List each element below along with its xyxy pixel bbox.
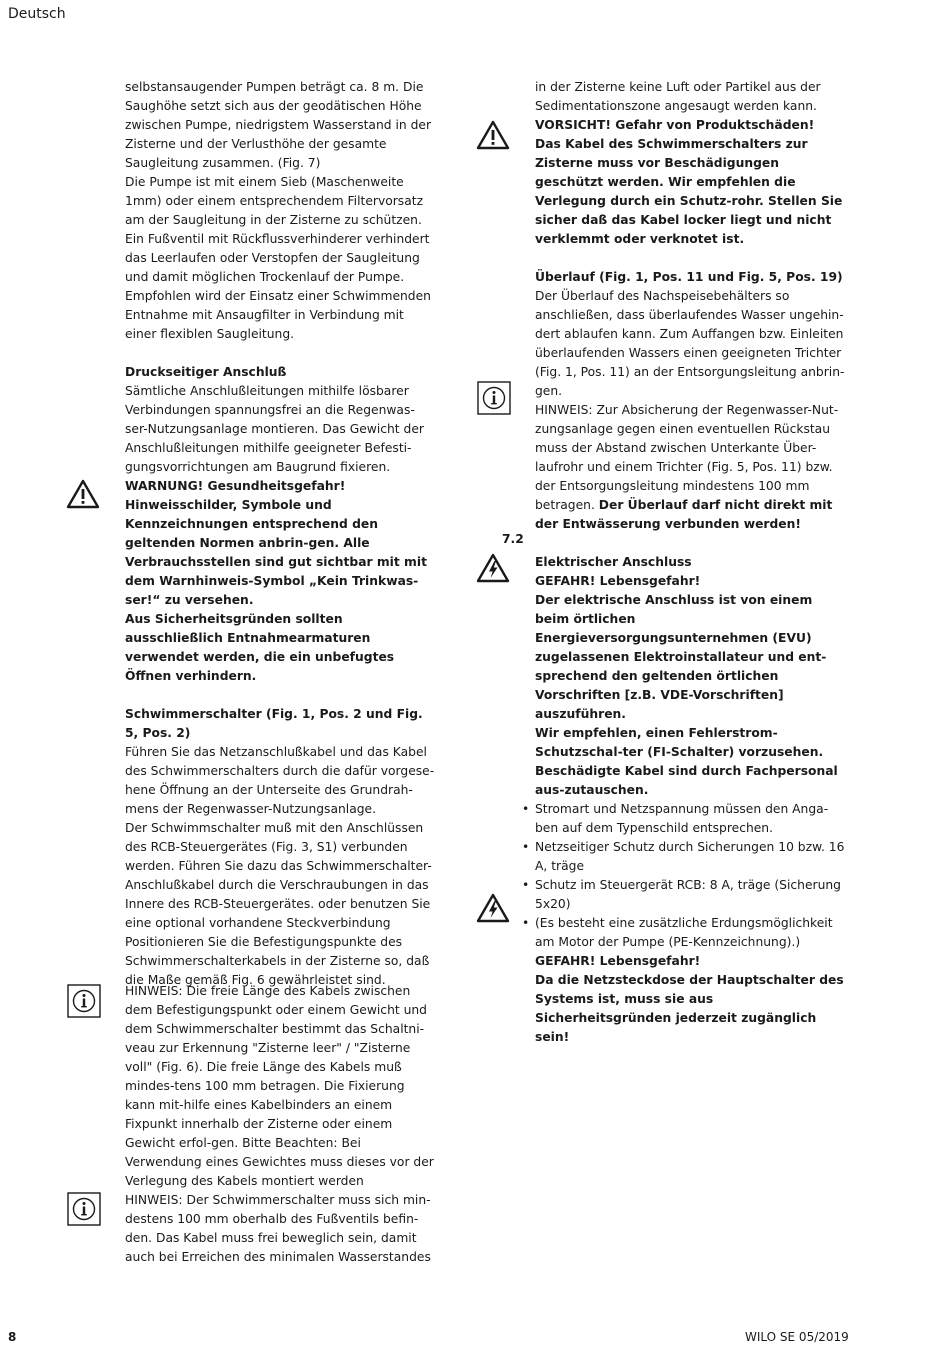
list-item-text: Netzseitiger Schutz durch Sicherungen 10 bzw. 16 A, träge (535, 840, 845, 873)
overflow-heading: Überlauf (Fig. 1, Pos. 11 und Fig. 5, Pos. 19) (535, 270, 843, 284)
info-icon (477, 381, 511, 415)
info-icon (67, 1192, 101, 1226)
caution-title: VORSICHT! Gefahr von Produktschäden! (535, 118, 815, 132)
list-item-text: Schutz im Steuergerät RCB: 8 A, träge (Sicherung 5x20) (535, 878, 841, 911)
electrical-hazard-icon (476, 553, 510, 583)
language-label: Deutsch (8, 6, 66, 22)
intro-paragraph: selbstansaugender Pumpen beträgt ca. 8 m. Die Saughöhe setzt sich aus der geodätischen Höhe zwischen Pumpe, niedrigstem Wasserstand in der Zisterne und der Verlusthöhe der gesamte Saugleitung zusammen. (Fig. 7) (125, 80, 432, 170)
electrical-hazard-icon (476, 893, 510, 923)
float-switch-paragraph-1: Führen Sie das Netzanschlußkabel und das Kabel des Schwimmerschalters durch die dafür vorgese-hene Öffnung an der Unterseite des Grundrah-mens der Regenwasser-Nutzungsanlage. (125, 745, 435, 816)
sieve-paragraph: Die Pumpe ist mit einem Sieb (Maschenweite 1mm) oder einem entsprechendem Filtervorsatz am der Saugleitung in der Zisterne zu schützen. Ein Fußventil mit Rückflussverhinderer verhindert das Leerlaufen oder Verstopfen der Saugleitung und damit möglichen Trockenlauf der Pumpe. Empfohlen wird der Einsatz einer Schwimmenden Entnahme mit Ansaugfilter in Verbindung mit einer flexiblen Saugleitung. (125, 175, 431, 341)
warning-triangle-icon (476, 120, 510, 150)
overflow-note-bold: Der Überlauf darf nicht direkt mit der Entwässerung verbunden werden! (535, 498, 833, 531)
danger-2-text: Da die Netzsteckdose der Hauptschalter des Systems ist, muss sie aus Sicherheitsgründen jederzeit zugänglich sein! (535, 973, 844, 1044)
overflow-note-text: HINWEIS: Zur Absicherung der Regenwasser-Nut-zungsanlage gegen einen eventuellen Rückstau muss der Abstand zwischen Unterkante Über-laufrohr und einem Trichter (Fig. 5, Pos. 11) bzw. der Entsorgungsleitung mindestens 100 mm betragen. (535, 403, 839, 512)
left-column (125, 78, 435, 990)
danger-1-text-2: Wir empfehlen, einen Fehlerstrom-Schutzschal-ter (FI-Schalter) vorzusehen. (535, 726, 824, 759)
warning-text-1: Hinweisschilder, Symbole und Kennzeichnungen entsprechend den geltenden Normen anbrin-gen. Alle Verbrauchsstellen sind gut sichtbar mit mit dem Warnhinweis-Symbol „Kein Trinkwas-ser!“ zu versehen. (125, 498, 427, 607)
pressure-heading: Druckseitiger Anschluß (125, 365, 287, 379)
warning-triangle-icon (66, 479, 100, 509)
left-note-1 (125, 982, 435, 1267)
float-switch-heading: Schwimmerschalter (Fig. 1, Pos. 2 und Fig. 5, Pos. 2) (125, 707, 423, 740)
list-item-text: (Es besteht eine zusätzliche Erdungsmöglichkeit am Motor der Pumpe (PE-Kennzeichnung).) (535, 916, 833, 949)
list-item-text: Stromart und Netzspannung müssen den Anga-ben auf dem Typenschild entsprechen. (535, 802, 829, 835)
note-1-text: HINWEIS: Die freie Länge des Kabels zwischen dem Befestigungspunkt oder einem Gewicht und dem Schwimmerschalter bestimmt das Schaltni-veau zur Erkennung "Zisterne leer" / "Zisterne voll" (Fig. 6). Die freie Länge des Kabels muß mindes-tens 100 mm betragen. Die Fixierung kann mit-hilfe eines Kabelbinders an einem Fixpunkt innerhalb der Zisterne oder einem Gewicht erfol-gen. Bitte Beachten: Bei Verwendung eines Gewichtes muss dieses vor der Verlegung des Kabels montiert werden (125, 984, 434, 1188)
danger-1-text-3: Beschädigte Kabel sind durch Fachpersonal aus-zutauschen. (535, 764, 838, 797)
list-item (522, 800, 845, 838)
continuation-paragraph: in der Zisterne keine Luft oder Partikel aus der Sedimentationszone angesaugt werden kann. (535, 80, 821, 113)
caution-text: Das Kabel des Schwimmerschalters zur Zisterne muss vor Beschädigungen geschützt werden. Wir empfehlen die Verlegung durch ein Schutz-rohr. Stellen Sie sicher daß das Kabel locker liegt und nicht verklemmt oder verknotet ist. (535, 137, 843, 246)
list-item (522, 876, 845, 914)
section-title: Elektrischer Anschluss (535, 555, 692, 569)
pressure-paragraph: Sämtliche Anschlußleitungen mithilfe lösbarer Verbindungen spannungsfrei an die Regenwas-ser-Nutzungsanlage montieren. Das Gewicht der Anschlußleitungen mithilfe geeigneter Befesti-gungsvorrichtungen am Baugrund fixieren. (125, 384, 424, 474)
info-icon (67, 984, 101, 1018)
overflow-paragraph: Der Überlauf des Nachspeisebehälters so anschließen, dass überlaufendes Wasser ungehin-dert ablaufen kann. Zum Auffangen bzw. Einleiten überlaufenden Wassers einen geeigneten Trichter (Fig. 1, Pos. 11) an der Entsorgungsleitung anbrin-gen. (535, 289, 845, 398)
warning-title: WARNUNG! Gesundheitsgefahr! (125, 479, 346, 493)
bullet-dot: • (522, 802, 530, 816)
float-switch-paragraph-2: Der Schwimmschalter muß mit den Anschlüssen des RCB-Steuergerätes (Fig. 3, S1) verbunden werden. Führen Sie dazu das Schwimmerschalter-Anschlußkabel durch die Verschraubungen in das Innere des RCB-Steuergerätes. oder benutzen Sie eine optional vorhandene Steckverbindung Positionieren Sie die Befestigungspunkte des Schwimmerschalterkabels in der Zisterne so, daß die Maße gemäß Fig. 6 gewährleistet sind. (125, 821, 432, 987)
danger-2-title: GEFAHR! Lebensgefahr! (535, 954, 701, 968)
section-number: 7.2 (502, 532, 524, 546)
list-item (522, 838, 845, 876)
bullet-dot: • (522, 840, 530, 854)
list-item (522, 914, 845, 952)
danger-1-title: GEFAHR! Lebensgefahr! (535, 574, 701, 588)
right-column (522, 78, 845, 1047)
danger-1-text-1: Der elektrische Anschluss ist von einem beim örtlichen Energieversorgungsunternehmen (EVU) zugelassenen Elektroinstallateur und ent-sprechend den geltenden örtlichen Vorschriften [z.B. VDE-Vorschriften] auszuführen. (535, 593, 827, 721)
page-number: 8 (8, 1330, 17, 1344)
publisher-label: WILO SE 05/2019 (745, 1330, 849, 1344)
warning-text-2: Aus Sicherheitsgründen sollten ausschließlich Entnahmearmaturen verwendet werden, die ein unbefugtes Öffnen verhindern. (125, 612, 395, 683)
bullet-dot: • (522, 916, 530, 930)
overflow-note (535, 401, 845, 534)
note-2-text: HINWEIS: Der Schwimmerschalter muss sich min-destens 100 mm oberhalb des Fußventils befin-den. Das Kabel muss frei beweglich sein, damit auch bei Erreichen des minimalen Wasserstandes (125, 1193, 431, 1264)
bullet-dot: • (522, 878, 530, 892)
